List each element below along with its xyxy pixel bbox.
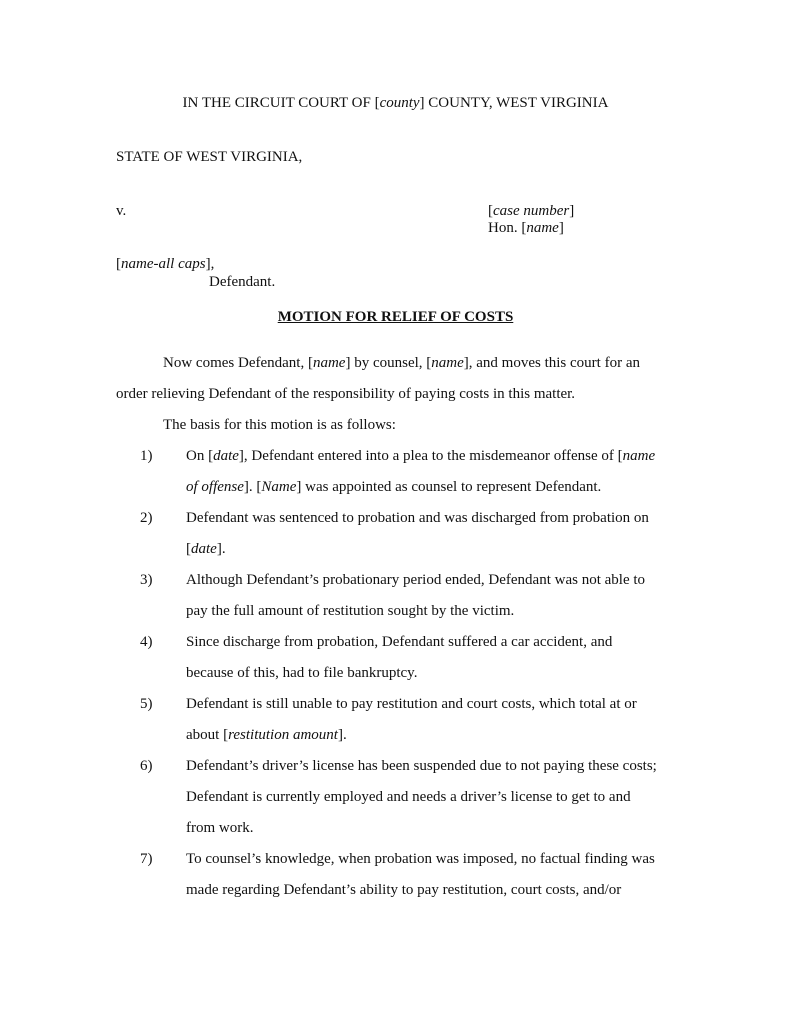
item-5-line-1: Defendant is still unable to pay restitution and court costs, which total at or xyxy=(186,696,637,712)
basis-line: The basis for this motion is as follows: xyxy=(163,417,396,433)
item-2-line-2 xyxy=(186,540,226,558)
bracket: ]. xyxy=(216,541,226,557)
offense-placeholder: of offense xyxy=(186,479,244,495)
item-number: 5) xyxy=(140,696,153,712)
item-number: 4) xyxy=(140,634,153,650)
item-number: 2) xyxy=(140,510,153,526)
judge-prefix: Hon. [ xyxy=(488,220,527,236)
item-text: ]. [ xyxy=(243,479,262,495)
bracket: [ xyxy=(116,256,121,272)
item-number: 7) xyxy=(140,851,153,867)
plaintiff-name: STATE OF WEST VIRGINIA, xyxy=(116,149,303,165)
court-heading xyxy=(0,94,791,112)
item-number: 6) xyxy=(140,758,153,774)
item-3-line-1: Although Defendant’s probationary period ended, Defendant was not able to xyxy=(186,572,646,588)
case-number xyxy=(488,202,574,220)
item-text: ], Defendant entered into a plea to the misdemeanor offense of [ xyxy=(238,448,623,464)
item-text: about [ xyxy=(186,727,229,743)
bracket: ] xyxy=(569,203,575,219)
item-7-line-2: made regarding Defendant’s ability to pay restitution, court costs, and/or xyxy=(186,882,622,898)
bracket: [ xyxy=(488,203,493,219)
judge-name xyxy=(488,219,564,237)
item-6-line-3: from work. xyxy=(186,820,254,836)
item-7-line-1: To counsel’s knowledge, when probation was imposed, no factual finding was xyxy=(186,851,655,867)
item-number: 3) xyxy=(140,572,153,588)
bracket: ]. xyxy=(337,727,347,743)
case-number-placeholder: case number xyxy=(493,203,570,219)
intro-text: Now comes Defendant, [ xyxy=(163,355,313,371)
item-6-line-2: Defendant is currently employed and needs a driver’s license to get to and xyxy=(186,789,631,805)
bracket: [ xyxy=(186,541,191,557)
item-1-line-2 xyxy=(186,478,601,496)
name-placeholder: name xyxy=(312,355,346,371)
intro-line-2: order relieving Defendant of the responsibility of paying costs in this matter. xyxy=(116,386,576,402)
item-text: On [ xyxy=(186,448,214,464)
date-placeholder: date xyxy=(191,541,217,557)
defendant-label: Defendant. xyxy=(209,274,276,290)
name-placeholder: name xyxy=(431,355,464,371)
court-heading-text: IN THE CIRCUIT COURT OF [ xyxy=(182,95,380,111)
item-3-line-2: pay the full amount of restitution sought by the victim. xyxy=(186,603,515,619)
motion-title: MOTION FOR RELIEF OF COSTS xyxy=(277,309,514,325)
offense-placeholder: name xyxy=(622,448,656,464)
date-placeholder: date xyxy=(213,448,239,464)
item-4-line-2: because of this, had to file bankruptcy. xyxy=(186,665,418,681)
bracket: ], xyxy=(205,256,215,272)
bracket: ] xyxy=(558,220,564,236)
name-placeholder: Name xyxy=(261,479,297,495)
item-5-line-2 xyxy=(186,726,347,744)
intro-text: ] by counsel, [ xyxy=(345,355,432,371)
item-1-line-1 xyxy=(186,447,655,465)
defendant-name-placeholder: name-all caps xyxy=(121,256,206,272)
restitution-amount-placeholder: restitution amount xyxy=(228,727,338,743)
item-6-line-1: Defendant’s driver’s license has been suspended due to not paying these costs; xyxy=(186,758,657,774)
item-number: 1) xyxy=(140,448,153,464)
item-2-line-1: Defendant was sentenced to probation and was discharged from probation on xyxy=(186,510,649,526)
item-4-line-1: Since discharge from probation, Defendant suffered a car accident, and xyxy=(186,634,613,650)
county-placeholder: county xyxy=(379,95,420,111)
versus-label: v. xyxy=(116,203,127,219)
defendant-name xyxy=(116,255,214,273)
intro-line-1 xyxy=(163,354,640,372)
intro-text: ], and moves this court for an xyxy=(463,355,640,371)
item-text: ] was appointed as counsel to represent Defendant. xyxy=(296,479,602,495)
judge-name-placeholder: name xyxy=(526,220,559,236)
court-heading-text: ] COUNTY, WEST VIRGINIA xyxy=(419,95,609,111)
